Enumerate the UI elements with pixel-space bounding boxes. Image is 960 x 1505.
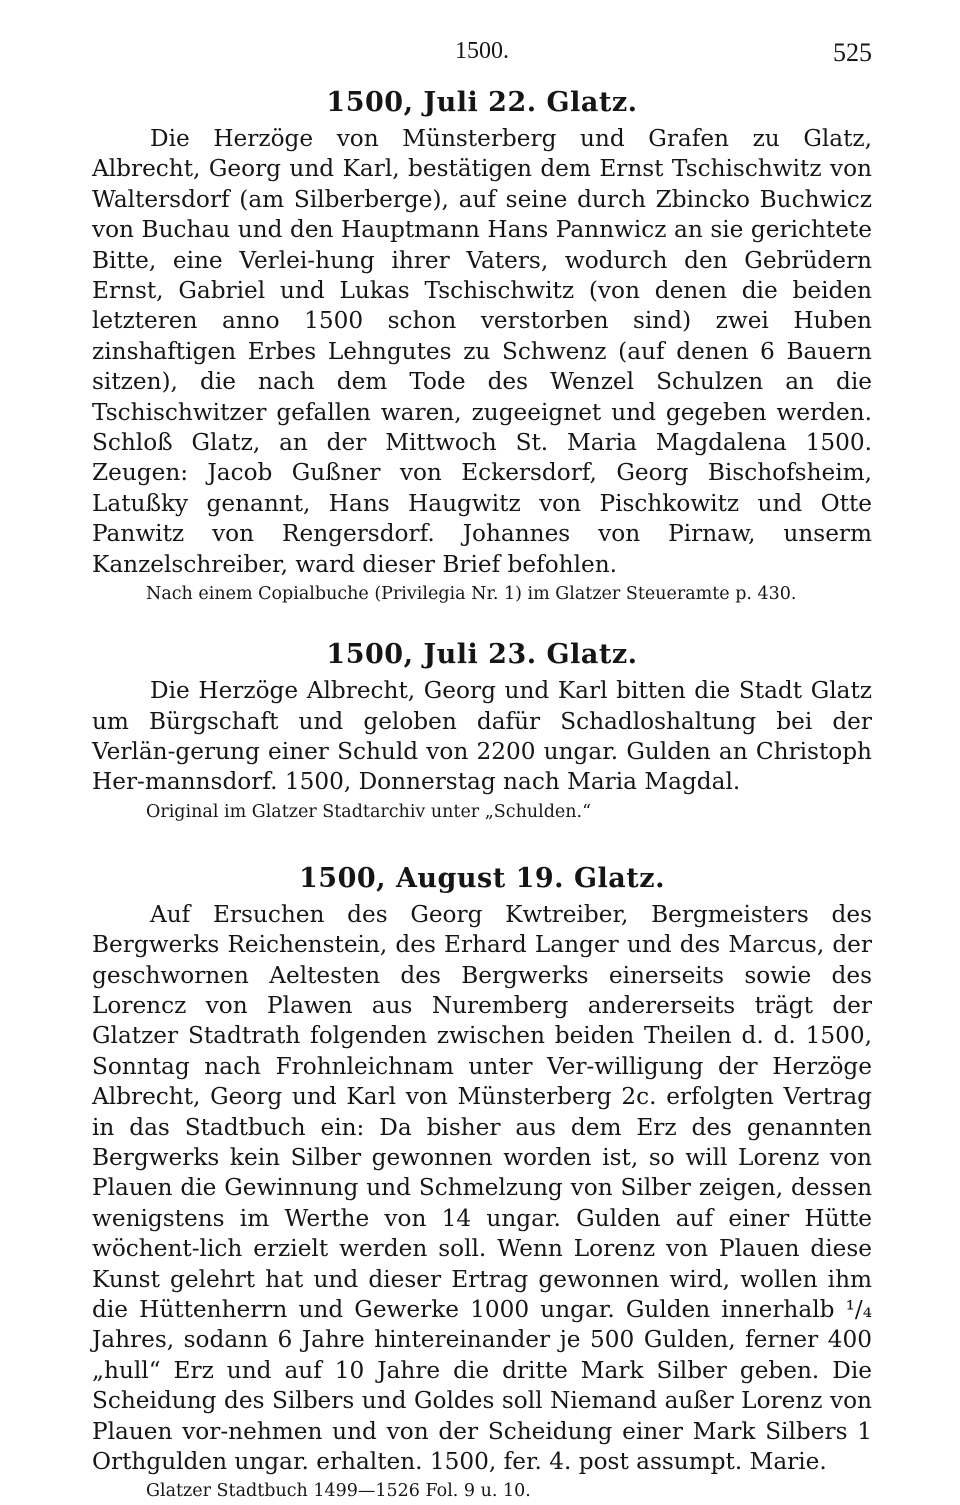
entry-1 — [92, 86, 872, 608]
running-title: 1500. — [455, 38, 509, 64]
entry-body: Die Herzöge Albrecht, Georg und Karl bitten die Stadt Glatz um Bürgschaft und geloben dafür Schadloshaltung bei der Verlän-gerung einer Schuld von 2200 ungar. Gulden an Christoph Her-mannsdorf. 1500, Donnerstag nach Maria Magdal. — [92, 677, 872, 796]
entry-heading: 1500, August 19. Glatz. — [299, 862, 665, 894]
page-number: 525 — [833, 38, 872, 67]
entry-2 — [92, 638, 872, 826]
entry-3 — [92, 862, 872, 1505]
entry-heading: 1500, Juli 23. Glatz. — [326, 639, 638, 671]
entry-body: Die Herzöge von Münsterberg und Grafen zu Glatz, Albrecht, Georg und Karl, bestätigen dem Ernst Tschischwitz von Waltersdorf (am Silberberge), auf seine durch Zbincko Buchwicz von Buchau und den Hauptmann Hans Pannwicz an sie gerichtete Bitte, eine Verlei-hung ihrer Vaters, wodurch den Gebrüdern Ernst, Gabriel und Lukas Tschischwitz (von denen die beiden letzteren anno 1500 schon verstorben sind) zwei Huben zinshaftigen Erbes Lehngutes zu Schwenz (auf denen 6 Bauern sitzen), die nach dem Tode des Wenzel Schulzen an die Tschischwitzer gefallen waren, zugeeignet und gegeben werden. Schloß Glatz, an der Mittwoch St. Maria Magdalena 1500. Zeugen: Jacob Gußner von Eckersdorf, Georg Bischofsheim, Latußky genannt, Hans Haugwitz von Pischkowitz und Otte Panwitz von Rengersdorf. Johannes von Pirnaw, unserm Kanzelschreiber, ward dieser Brief befohlen. — [92, 125, 872, 578]
entry-source: Original im Glatzer Stadtarchiv unter „Schulden.“ — [146, 801, 592, 822]
entry-source: Glatzer Stadtbuch 1499—1526 Fol. 9 u. 10. — [146, 1481, 531, 1502]
running-header — [92, 30, 872, 74]
entry-heading: 1500, Juli 22. Glatz. — [326, 87, 638, 118]
document-page — [92, 30, 872, 1505]
entry-source: Nach einem Copialbuche (Privilegia Nr. 1) im Glatzer Steueramte p. 430. — [146, 584, 797, 605]
entry-body: Auf Ersuchen des Georg Kwtreiber, Bergmeisters des Bergwerks Reichenstein, des Erhard Langer und des Marcus, der geschwornen Aeltesten des Bergwerks einerseits sowie des Lorencz von Plawen aus Nuremberg andererseits trägt der Glatzer Stadtrath folgenden zwischen beiden Theilen d. d. 1500, Sonntag nach Frohnleichnam unter Ver-willigung der Herzöge Albrecht, Georg und Karl von Münsterberg 2c. erfolgten Vertrag in das Stadtbuch ein: Da bisher aus dem Erz des genannten Bergwerks kein Silber gewonnen worden ist, so will Lorenz von Plauen die Gewinnung und Schmelzung von Silber zeigen, dessen wenigstens im Werthe von 14 ungar. Gulden auf einer Hütte wöchent-lich erzielt werden soll. Wenn Lorenz von Plauen diese Kunst gelehrt hat und dieser Ertrag gewonnen wird, wollen ihm die Hüttenherrn und Gewerke 1000 ungar. Gulden innerhalb ¹/₄ Jahres, sodann 6 Jahre hintereinander je 500 Gulden, ferner 400 „hull“ Erz und auf 10 Jahre die dritte Mark Silber geben. Die Scheidung des Silbers und Goldes soll Niemand außer Lorenz von Plauen vor-nehmen und von der Scheidung einer Mark Silbers 1 Orthgulden ungar. erhalten. 1500, fer. 4. post assumpt. Marie. — [92, 900, 872, 1476]
